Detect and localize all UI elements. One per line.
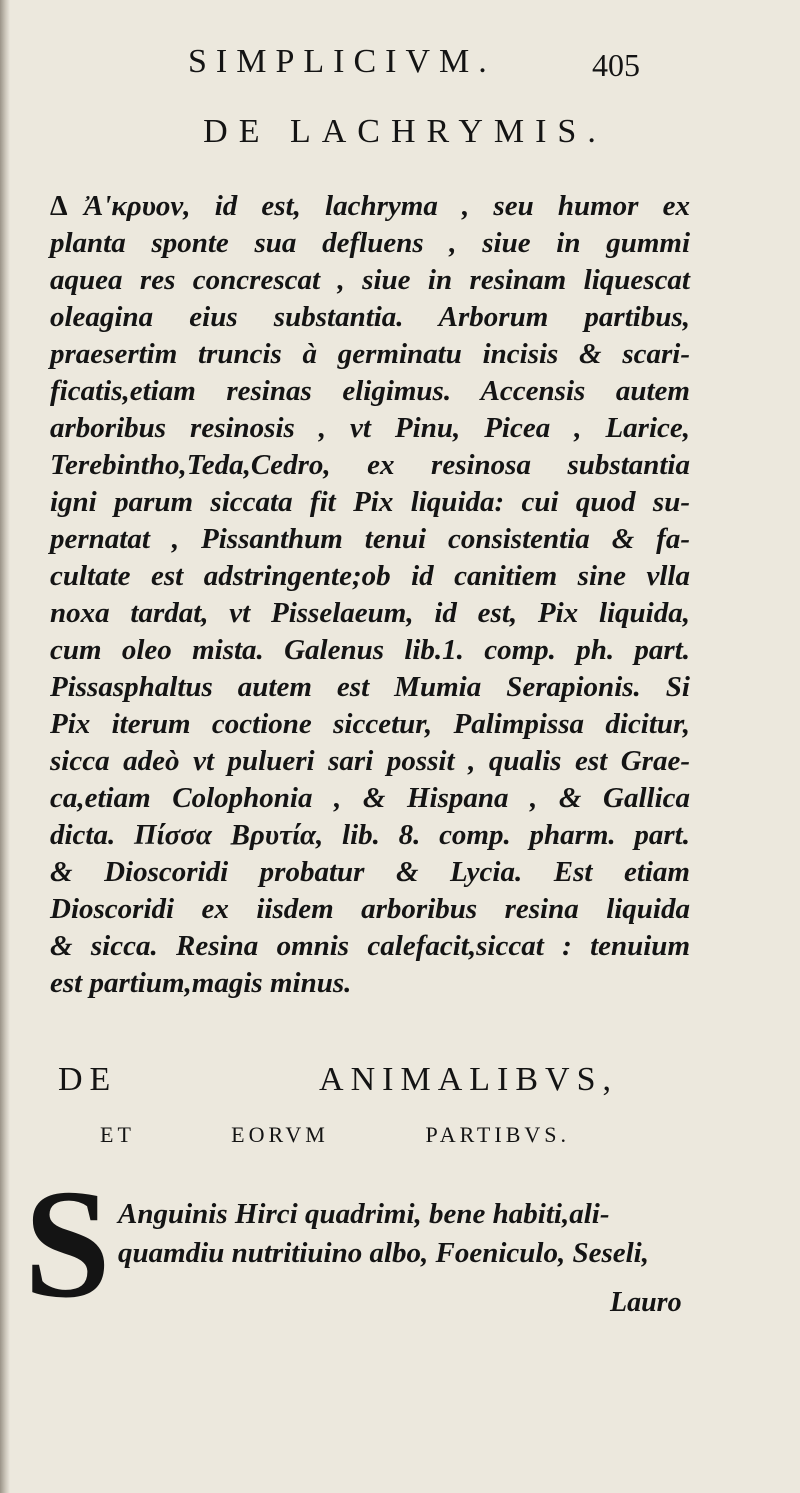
text-line: ficatis,etiam resinas eligimus. Accensis autem [50, 375, 690, 407]
text-line: planta sponte sua defluens , siue in gummi [50, 227, 690, 259]
text-line: quamdiu nutritiuino albo, Foeniculo, Seseli, [118, 1237, 649, 1269]
text-line: dicta. Πίσσα Βρυτία, lib. 8. comp. pharm. part. [50, 819, 690, 851]
text-line: ca,etiam Colophonia , & Hispana , & Gallica [50, 782, 690, 814]
text-line: Pissasphaltus autem est Mumia Serapionis. Si [50, 671, 690, 703]
drop-cap: S [24, 1157, 111, 1330]
animals-subheading: ET EORVM PARTIBVS. [100, 1122, 570, 1147]
running-title: SIMPLICIVM. [188, 43, 496, 80]
running-head [0, 40, 800, 84]
text-line: aquea res concrescat , siue in resinam liquescat [50, 264, 690, 296]
text-line: oleagina eius substantia. Arborum partibus, [50, 301, 690, 333]
section-title: DE LACHRYMIS. [203, 113, 607, 150]
page-gutter-shadow [0, 0, 10, 1493]
text-line: & sicca. Resina omnis calefacit,siccat : tenuium [50, 930, 690, 962]
text-line: & Dioscoridi probatur & Lycia. Est etiam [50, 856, 690, 888]
page-number: 405 [592, 47, 640, 83]
text-line: cultate est adstringente;ob id canitiem sine vlla [50, 560, 690, 592]
animals-heading: DE ANIMALIBVS, [58, 1061, 618, 1098]
text-line: sicca adeò vt pulueri sari possit , qualis est Grae- [50, 745, 690, 777]
text-line: Ἀ'κρυον, id est, lachryma , seu humor ex [84, 190, 690, 222]
delta-initial: Δ [50, 191, 68, 222]
text-line: Pix iterum coctione siccetur, Palimpissa dicitur, [50, 708, 690, 740]
text-line: igni parum siccata fit Pix liquida: cui quod su- [50, 486, 690, 518]
text-line: est partium,magis minus. [50, 967, 352, 999]
text-line: cum oleo mista. Galenus lib.1. comp. ph. part. [50, 634, 690, 666]
catchword: Lauro [610, 1287, 682, 1318]
text-line: arboribus resinosis , vt Pinu, Picea , Larice, [50, 412, 690, 444]
text-line: Dioscoridi ex iisdem arboribus resina liquida [50, 893, 690, 925]
text-line: Terebintho,Teda,Cedro, ex resinosa substantia [50, 449, 690, 481]
text-line: praesertim truncis à germinatu incisis & scari- [50, 338, 690, 370]
text-line: noxa tardat, vt Pisselaeum, id est, Pix liquida, [50, 597, 690, 629]
text-line: Anguinis Hirci quadrimi, bene habiti,ali- [118, 1198, 610, 1230]
text-line: pernatat , Pissanthum tenui consistentia & fa- [50, 523, 690, 555]
